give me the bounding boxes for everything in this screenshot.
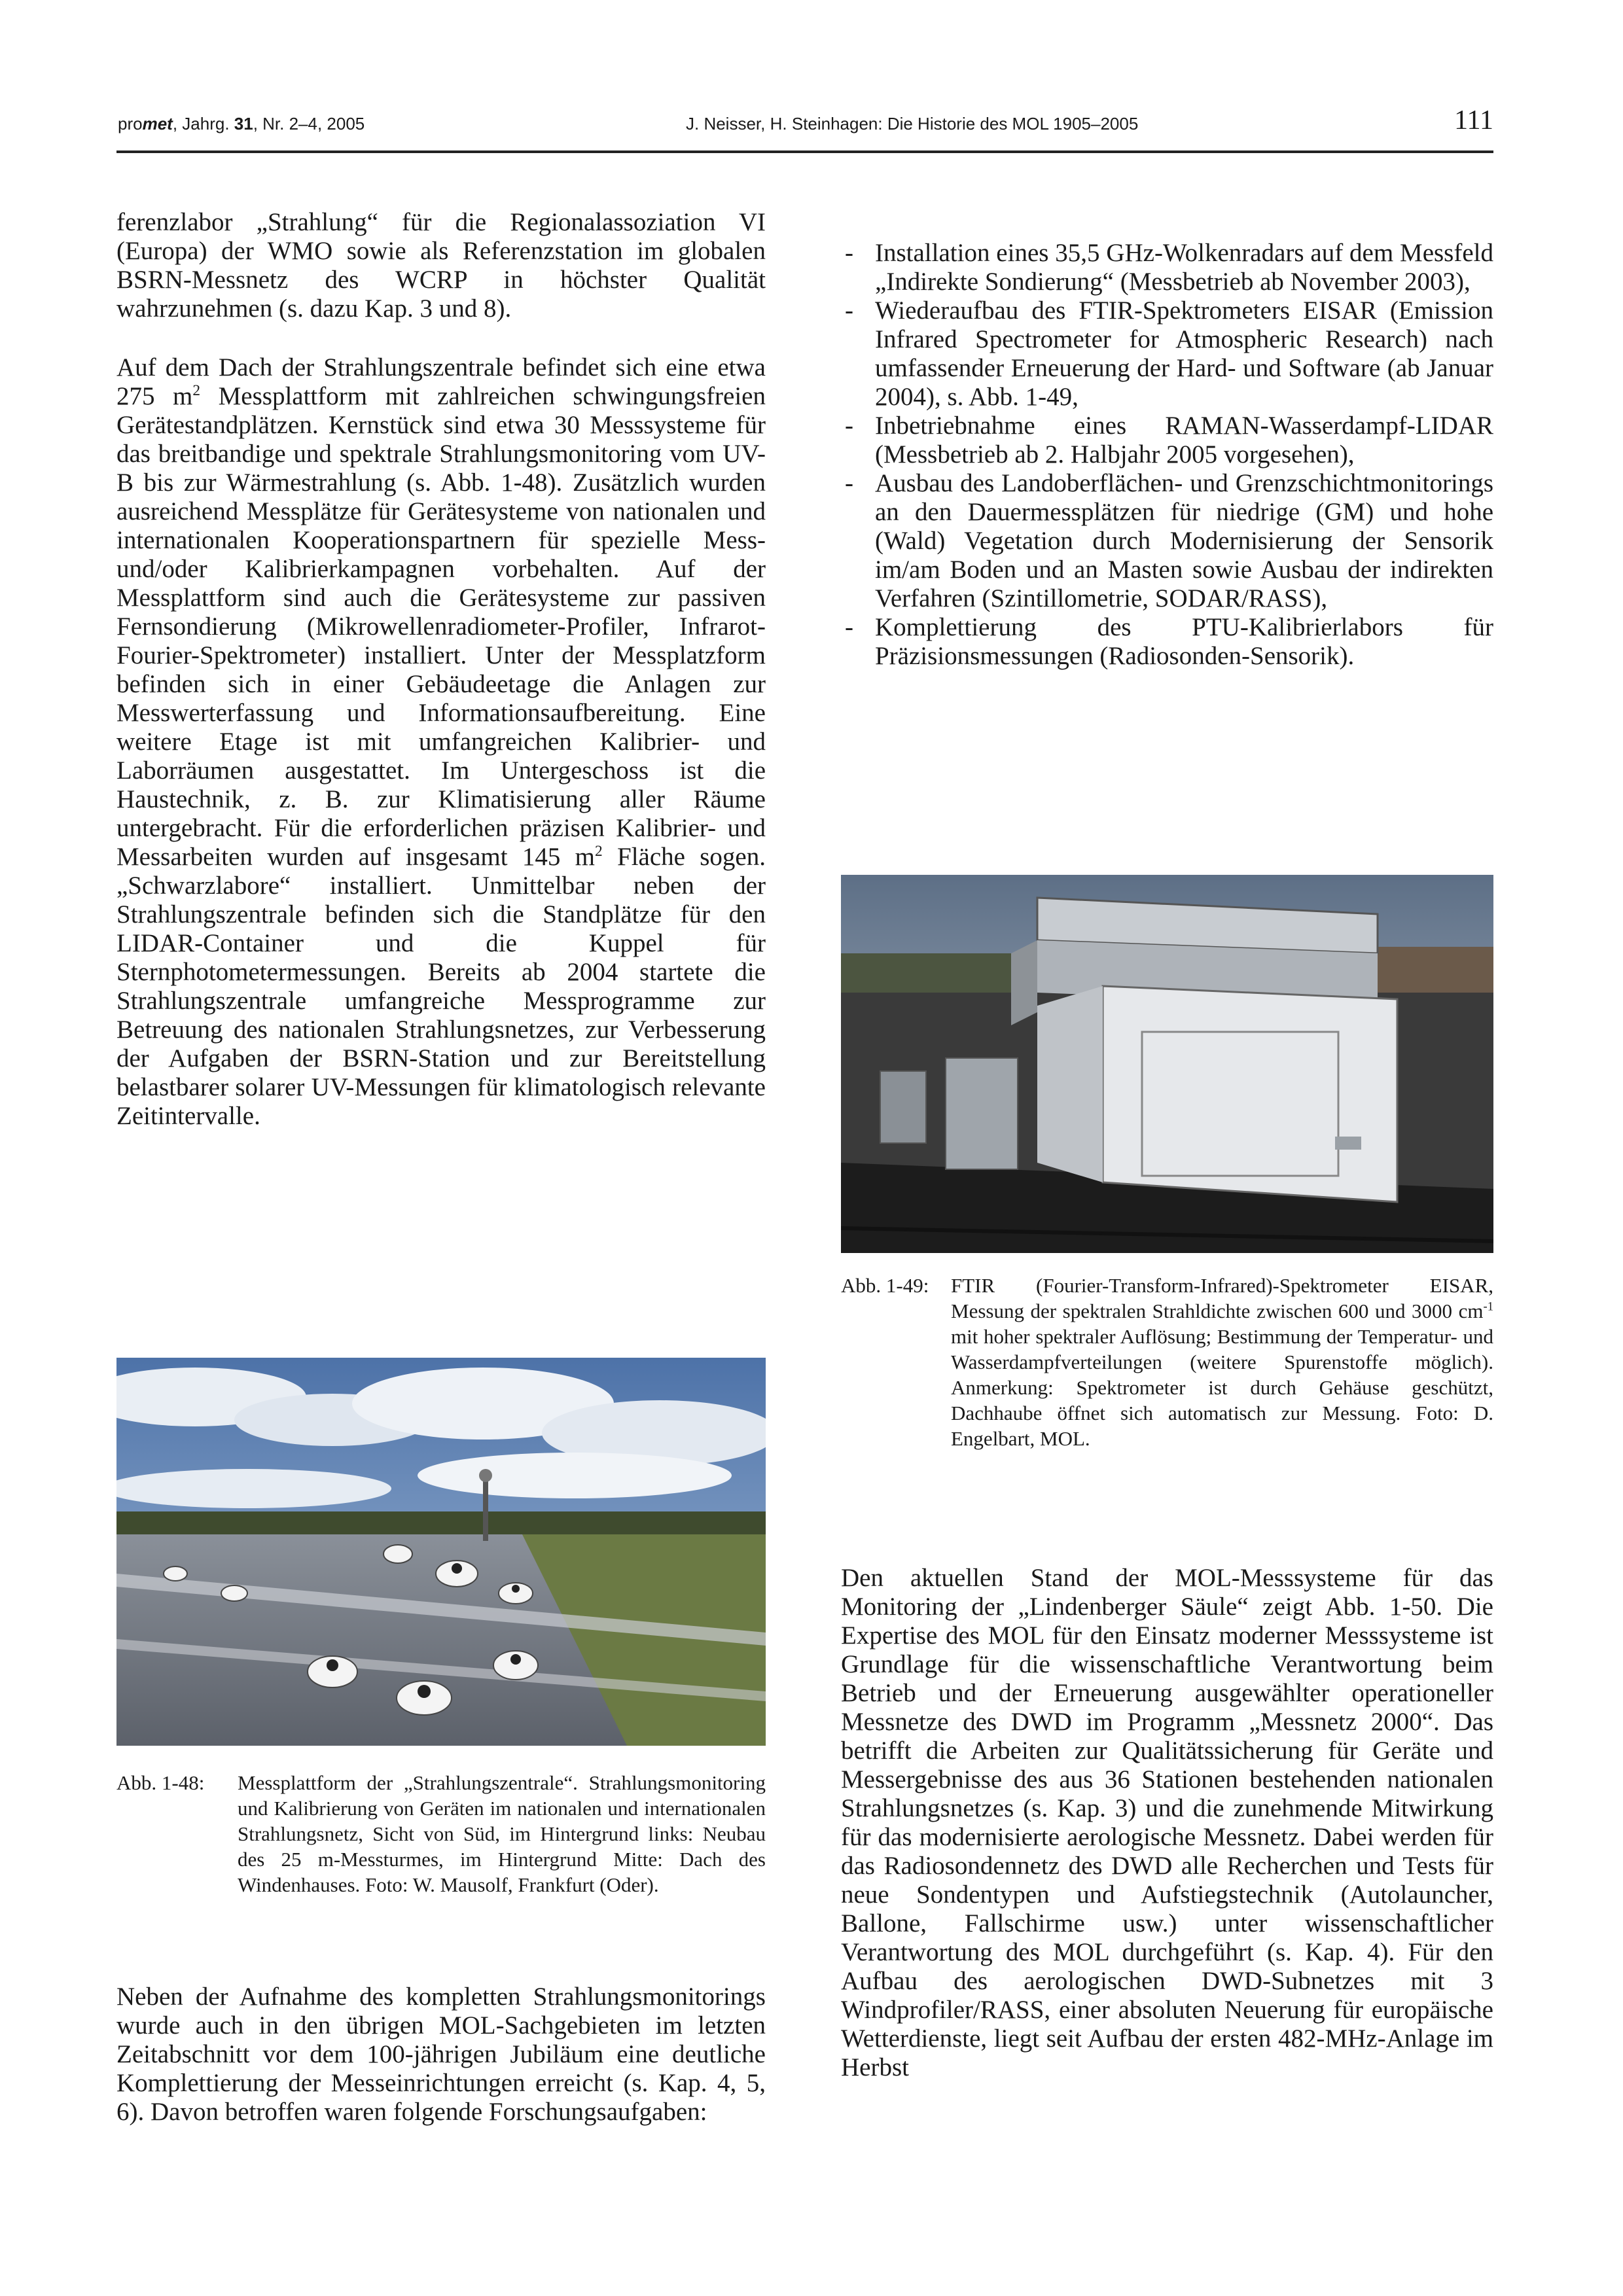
list-item: - Inbetriebnahme eines RAMAN-Wasserdampf-LIDAR (Messbetrieb ab 2. Halbjahr 2005 vorgesehen), [841, 412, 1493, 469]
paragraph-lindenberger-saeule: Den aktuellen Stand der MOL-Messsysteme für das Monitoring der „Lindenberger Säule“ zeigt Abb. 1-50. Die Expertise des MOL für den Einsatz moderner Messsysteme ist Grundlage für die wissenschaftliche Verantwortung beim Betrieb und der Erneuerung ausgewählter operationeller Messnetze des DWD im Programm „Messnetz 2000“. Das betrifft die Arbeiten zur Qualitätssicherung für Geräte und Messergebnisse des aus 36 Stationen bestehenden nationalen Strahlungsnetzes (s. Kap. 3) und die zunehmende Mitwirkung für das modernisierte aerologische Messnetz. Dabei werden für das Radiosondennetz des DWD alle Recherchen und Tests für neue Sondentypen und Aufstiegstechnik (Autolauncher, Ballone, Fallschirme usw.) unter wissenschaftlicher Verantwortung des MOL durchgeführt (s. Kap. 4). Für den Aufbau des aerologischen DWD-Subnetzes mit 3 Windprofiler/RASS, einer absoluten Neuerung für europäische Wetterdienste, liegt seit Aufbau der ersten 482-MHz-Anlage im Herbst [841, 1564, 1493, 2081]
figure-label-1-48: Abb. 1-48: [116, 1771, 205, 1794]
page-number: 111 [1454, 105, 1493, 135]
journal-citation: promet, Jahrg. 31, Nr. 2–4, 2005 [118, 114, 365, 133]
paragraph-strahlungslabor: ferenzlabor „Strahlung“ für die Regionalassoziation VI (Europa) der WMO sowie als Referenzstation im globalen BSRN-Messnetz des WCRP in höchster Qualität wahrzunehmen (s. dazu Kap. 3 und 8). [116, 208, 766, 323]
figure-label-1-49: Abb. 1-49: [841, 1274, 929, 1297]
article-title: J. Neisser, H. Steinhagen: Die Historie des MOL 1905–2005 [686, 114, 1139, 133]
figure-caption-text-1-48: Messplattform der „Strahlungszentrale“. Strahlungsmonitoring und Kalibrierung von Geräten im nationalen und internationalen Strahlungsnetz, Sicht von Süd, im Hintergrund links: Neubau des 25 m-Messturmes, im Hintergrund Mitte: Dach des Windenhauses. Foto: W. Mausolf, Frankfurt (Oder). [238, 1771, 766, 1896]
figure-caption-1-48 [116, 1770, 766, 1898]
photo-messplattform [116, 1358, 766, 1746]
left-column-bottom [116, 1983, 766, 2157]
running-header [116, 105, 1493, 157]
photo-ftir-spektrometer [841, 875, 1493, 1253]
figure-caption-1-49 [841, 1273, 1493, 1451]
list-item: - Wiederaufbau des FTIR-Spektrometers EISAR (Emission Infrared Spectrometer for Atmospheric Research) nach umfassender Erneuerung der Hard- und Software (ab Januar 2004), s. Abb. 1-49, [841, 296, 1493, 412]
header-rule [116, 150, 1493, 153]
right-column-top [841, 239, 1493, 671]
list-item: - Komplettierung des PTU-Kalibrierlabors für Präzisionsmessungen (Radiosonden-Sensorik). [841, 613, 1493, 671]
paragraph-messplattform: Auf dem Dach der Strahlungszentrale befindet sich eine etwa 275 $m^2$ Messplattform mit zahlreichen schwingungsfreien Gerätestandplätzen. Kernstück sind etwa 30 Messsysteme für das breitbandige und spektrale Strahlungsmonitoring vom UV-B bis zur Wärmestrahlung (s. Abb. 1-48). Zusätzlich wurden ausreichend Messplätze für Gerätesysteme von nationalen und internationalen Kooperationspartnern für spezielle Mess- und/oder Kalibrierkampagnen vorbehalten. Auf der Messplattform sind auch die Gerätesysteme zur passiven Fernsondierung (Mikrowellenradiometer-Profiler, Infrarot-Fourier-Spektrometer) installiert. Unter der Messplatzform befinden sich in einer Gebäudeetage die Anlagen zur Messwerterfassung und Informationsaufbereitung. Eine weitere Etage ist mit umfangreichen Kalibrier- und Laborräumen ausgestattet. Im Untergeschoss ist die Haustechnik, z. B. zur Klimatisierung aller Räume untergebracht. Für die erforderlichen präzisen Kalibrier- und Messarbeiten wurden auf insgesamt 145 $m^2$ Fläche sogen. „Schwarzlabore“ installiert. Unmittelbar neben der Strahlungszentrale befinden sich die Standplätze für den LIDAR-Container und die Kuppel für Sternphotometermessungen. Bereits ab 2004 startete die Strahlungszentrale umfangreiche Messprogramme zur Betreuung des nationalen Strahlungsnetzes, zur Verbesserung der Aufgaben der BSRN-Station und zur Bereitstellung belastbarer solarer UV-Messungen für klimatologisch relevante Zeitintervalle. [116, 353, 766, 1130]
list-item: - Ausbau des Landoberflächen- und Grenzschichtmonitorings an den Dauermessplätzen für niedrige (GM) und hohe (Wald) Vegetation durch Modernisierung der Sensorik im/am Boden und an Masten sowie Ausbau der indirekten Verfahren (Szintillometrie, SODAR/RASS), [841, 469, 1493, 613]
figure-caption-text-1-49: FTIR (Fourier-Transform-Infrared)-Spektrometer EISAR, Messung der spektralen Strahldichte zwischen 600 und 3000 $cm^{-1}$ mit hoher spektraler Auflösung; Bestimmung der Temperatur- und Wasserdampfverteilungen (weitere Spurenstoffe möglich). Anmerkung: Spektrometer ist durch Gehäuse geschützt, Dachhaube öffnet sich automatisch zur Messung. Foto: D. Engelbart, MOL. [951, 1274, 1493, 1450]
list-item: - Installation eines 35,5 GHz-Wolkenradars auf dem Messfeld „Indirekte Sondierung“ (Messbetrieb ab November 2003), [841, 239, 1493, 296]
left-column-top [116, 208, 766, 1161]
right-column-bottom [841, 1564, 1493, 2112]
research-task-list [841, 239, 1493, 671]
paragraph-forschungsaufgaben: Neben der Aufnahme des kompletten Strahlungsmonitorings wurde auch in den übrigen MOL-Sachgebieten im letzten Zeitabschnitt vor dem 100-jährigen Jubiläum eine deutliche Komplettierung der Messeinrichtungen erreicht (s. Kap. 4, 5, 6). Davon betroffen waren folgende Forschungsaufgaben: [116, 1983, 766, 2126]
